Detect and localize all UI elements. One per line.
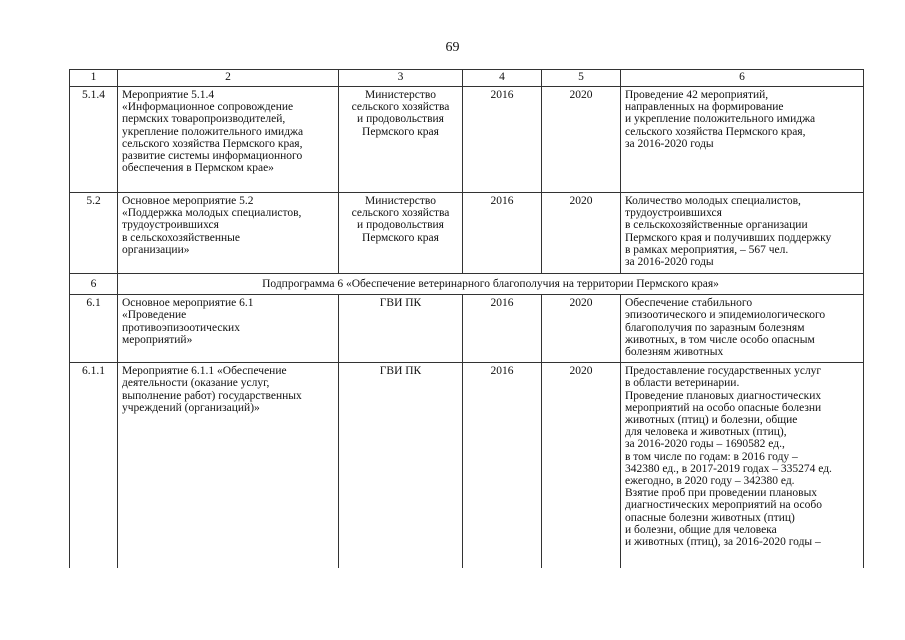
text-line: Обеспечение стабильного bbox=[625, 297, 753, 310]
measure-name bbox=[118, 193, 339, 274]
page-number: 69 bbox=[445, 40, 460, 55]
text-line: и продовольствия bbox=[357, 219, 444, 232]
expected-result bbox=[621, 363, 864, 569]
expected-result bbox=[621, 87, 864, 193]
executor bbox=[339, 295, 463, 363]
table-row bbox=[70, 363, 864, 569]
text-line: направленных на формирование bbox=[625, 101, 784, 114]
text-line: Основное мероприятие 6.1 bbox=[122, 297, 254, 310]
text-line: Количество молодых специалистов, bbox=[625, 195, 801, 207]
text-line: болезням животных bbox=[625, 346, 724, 359]
text-line: «Проведение bbox=[122, 309, 187, 322]
text-line: в сельскохозяйственные bbox=[122, 231, 240, 244]
text-line: эпизоотического и эпидемиологического bbox=[625, 309, 826, 322]
column-header: 4 bbox=[463, 70, 542, 87]
text-line: трудоустроившихся bbox=[625, 207, 722, 220]
text-line: Мероприятие 5.1.4 bbox=[122, 89, 215, 101]
start-year: 2016 bbox=[463, 295, 542, 363]
text-line: сельского хозяйства Пермского края, bbox=[122, 137, 303, 150]
text-line: обеспечения в Пермском крае» bbox=[122, 162, 274, 175]
text-line: и продовольствия bbox=[357, 113, 444, 126]
text-line: Пермского края и получивших поддержку bbox=[625, 231, 832, 244]
measure-name bbox=[118, 363, 339, 569]
text-line: Пермского края bbox=[362, 231, 439, 244]
subprogram-title: Подпрограмма 6 «Обеспечение ветеринарного благополучия на территории Пермского края» bbox=[118, 274, 864, 295]
start-year: 2016 bbox=[463, 193, 542, 274]
table-row bbox=[70, 87, 864, 193]
text-line: животных, в том числе особо опасным bbox=[625, 333, 815, 346]
measure-name bbox=[118, 295, 339, 363]
text-line: Мероприятие 6.1.1 «Обеспечение bbox=[122, 365, 287, 378]
executor bbox=[339, 363, 463, 569]
end-year: 2020 bbox=[542, 363, 621, 569]
column-header: 1 bbox=[70, 70, 118, 87]
text-line: Пермского края bbox=[362, 125, 439, 138]
text-line: сельского хозяйства bbox=[351, 207, 450, 220]
text-line: деятельности (оказание услуг, bbox=[122, 377, 270, 390]
end-year: 2020 bbox=[542, 193, 621, 274]
text-line: «Информационное сопровождение bbox=[122, 101, 294, 114]
subprogram-row bbox=[70, 274, 864, 295]
text-line: для человека и животных (птиц), bbox=[625, 426, 787, 439]
executor bbox=[339, 87, 463, 193]
row-number: 6.1.1 bbox=[70, 363, 118, 569]
text-line: Предоставление государственных услуг bbox=[625, 365, 822, 378]
executor bbox=[339, 193, 463, 274]
column-header: 3 bbox=[339, 70, 463, 87]
text-line: ГВИ ПК bbox=[379, 297, 422, 310]
text-line: животных (птиц) и болезни, общие bbox=[625, 414, 798, 427]
column-header: 6 bbox=[621, 70, 864, 87]
text-line: учреждений (организаций)» bbox=[122, 401, 260, 414]
text-line: в области ветеринарии. bbox=[625, 377, 740, 390]
row-number: 5.1.4 bbox=[70, 87, 118, 193]
text-line: пермских товаропроизводителей, bbox=[122, 113, 286, 126]
row-number: 5.2 bbox=[70, 193, 118, 274]
column-header: 2 bbox=[118, 70, 339, 87]
text-line: «Поддержка молодых специалистов, bbox=[122, 207, 302, 220]
text-line: Проведение плановых диагностических bbox=[625, 389, 822, 402]
end-year: 2020 bbox=[542, 87, 621, 193]
text-line: противоэпизоотических bbox=[122, 321, 240, 334]
text-line: выполнение работ) государственных bbox=[122, 389, 302, 402]
text-line: развитие системы информационного bbox=[122, 150, 303, 163]
text-line: и болезни, общие для человека bbox=[625, 523, 777, 536]
text-line: трудоустроившихся bbox=[122, 219, 219, 232]
expected-result bbox=[621, 295, 864, 363]
start-year: 2016 bbox=[463, 87, 542, 193]
text-line: опасные болезни животных (птиц) bbox=[625, 511, 795, 524]
text-line: в том числе по годам: в 2016 году – bbox=[625, 450, 798, 463]
table-header-row bbox=[70, 70, 864, 87]
text-line: Проведение 42 мероприятий, bbox=[625, 89, 769, 101]
text-line: за 2016-2020 годы bbox=[625, 137, 714, 150]
text-line: укрепление положительного имиджа bbox=[122, 125, 304, 138]
row-number: 6.1 bbox=[70, 295, 118, 363]
text-line: Министерство bbox=[365, 89, 436, 101]
text-line: в рамках мероприятия, – 567 чел. bbox=[625, 243, 789, 256]
text-line: за 2016-2020 годы bbox=[625, 256, 714, 269]
text-line: организации» bbox=[122, 243, 190, 256]
text-line: за 2016-2020 годы – 1690582 ед., bbox=[625, 438, 785, 451]
text-line: в сельскохозяйственные организации bbox=[625, 219, 808, 232]
text-line: Министерство bbox=[365, 195, 436, 207]
text-line: сельского хозяйства bbox=[351, 101, 450, 114]
text-line: Основное мероприятие 5.2 bbox=[122, 195, 254, 207]
text-line: благополучия по заразным болезням bbox=[625, 321, 805, 334]
table-row bbox=[70, 193, 864, 274]
row-number: 6 bbox=[70, 274, 118, 295]
column-header: 5 bbox=[542, 70, 621, 87]
text-line: и животных (птиц), за 2016-2020 годы – bbox=[625, 536, 821, 549]
text-line: мероприятий на особо опасные болезни bbox=[625, 401, 822, 414]
text-line: 342380 ед., в 2017-2019 годах – 335274 ед. bbox=[625, 462, 832, 475]
text-line: сельского хозяйства Пермского края, bbox=[625, 125, 806, 138]
text-line: ГВИ ПК bbox=[379, 365, 422, 378]
table-row bbox=[70, 295, 864, 363]
text-line: ежегодно, в 2020 году – 342380 ед. bbox=[625, 475, 795, 488]
text-line: и укрепление положительного имиджа bbox=[625, 113, 816, 126]
text-line: мероприятий» bbox=[122, 333, 193, 346]
text-line: Взятие проб при проведении плановых bbox=[625, 487, 818, 500]
start-year: 2016 bbox=[463, 363, 542, 569]
end-year: 2020 bbox=[542, 295, 621, 363]
expected-result bbox=[621, 193, 864, 274]
program-table bbox=[69, 69, 864, 568]
measure-name bbox=[118, 87, 339, 193]
text-line: диагностических мероприятий на особо bbox=[625, 499, 823, 512]
